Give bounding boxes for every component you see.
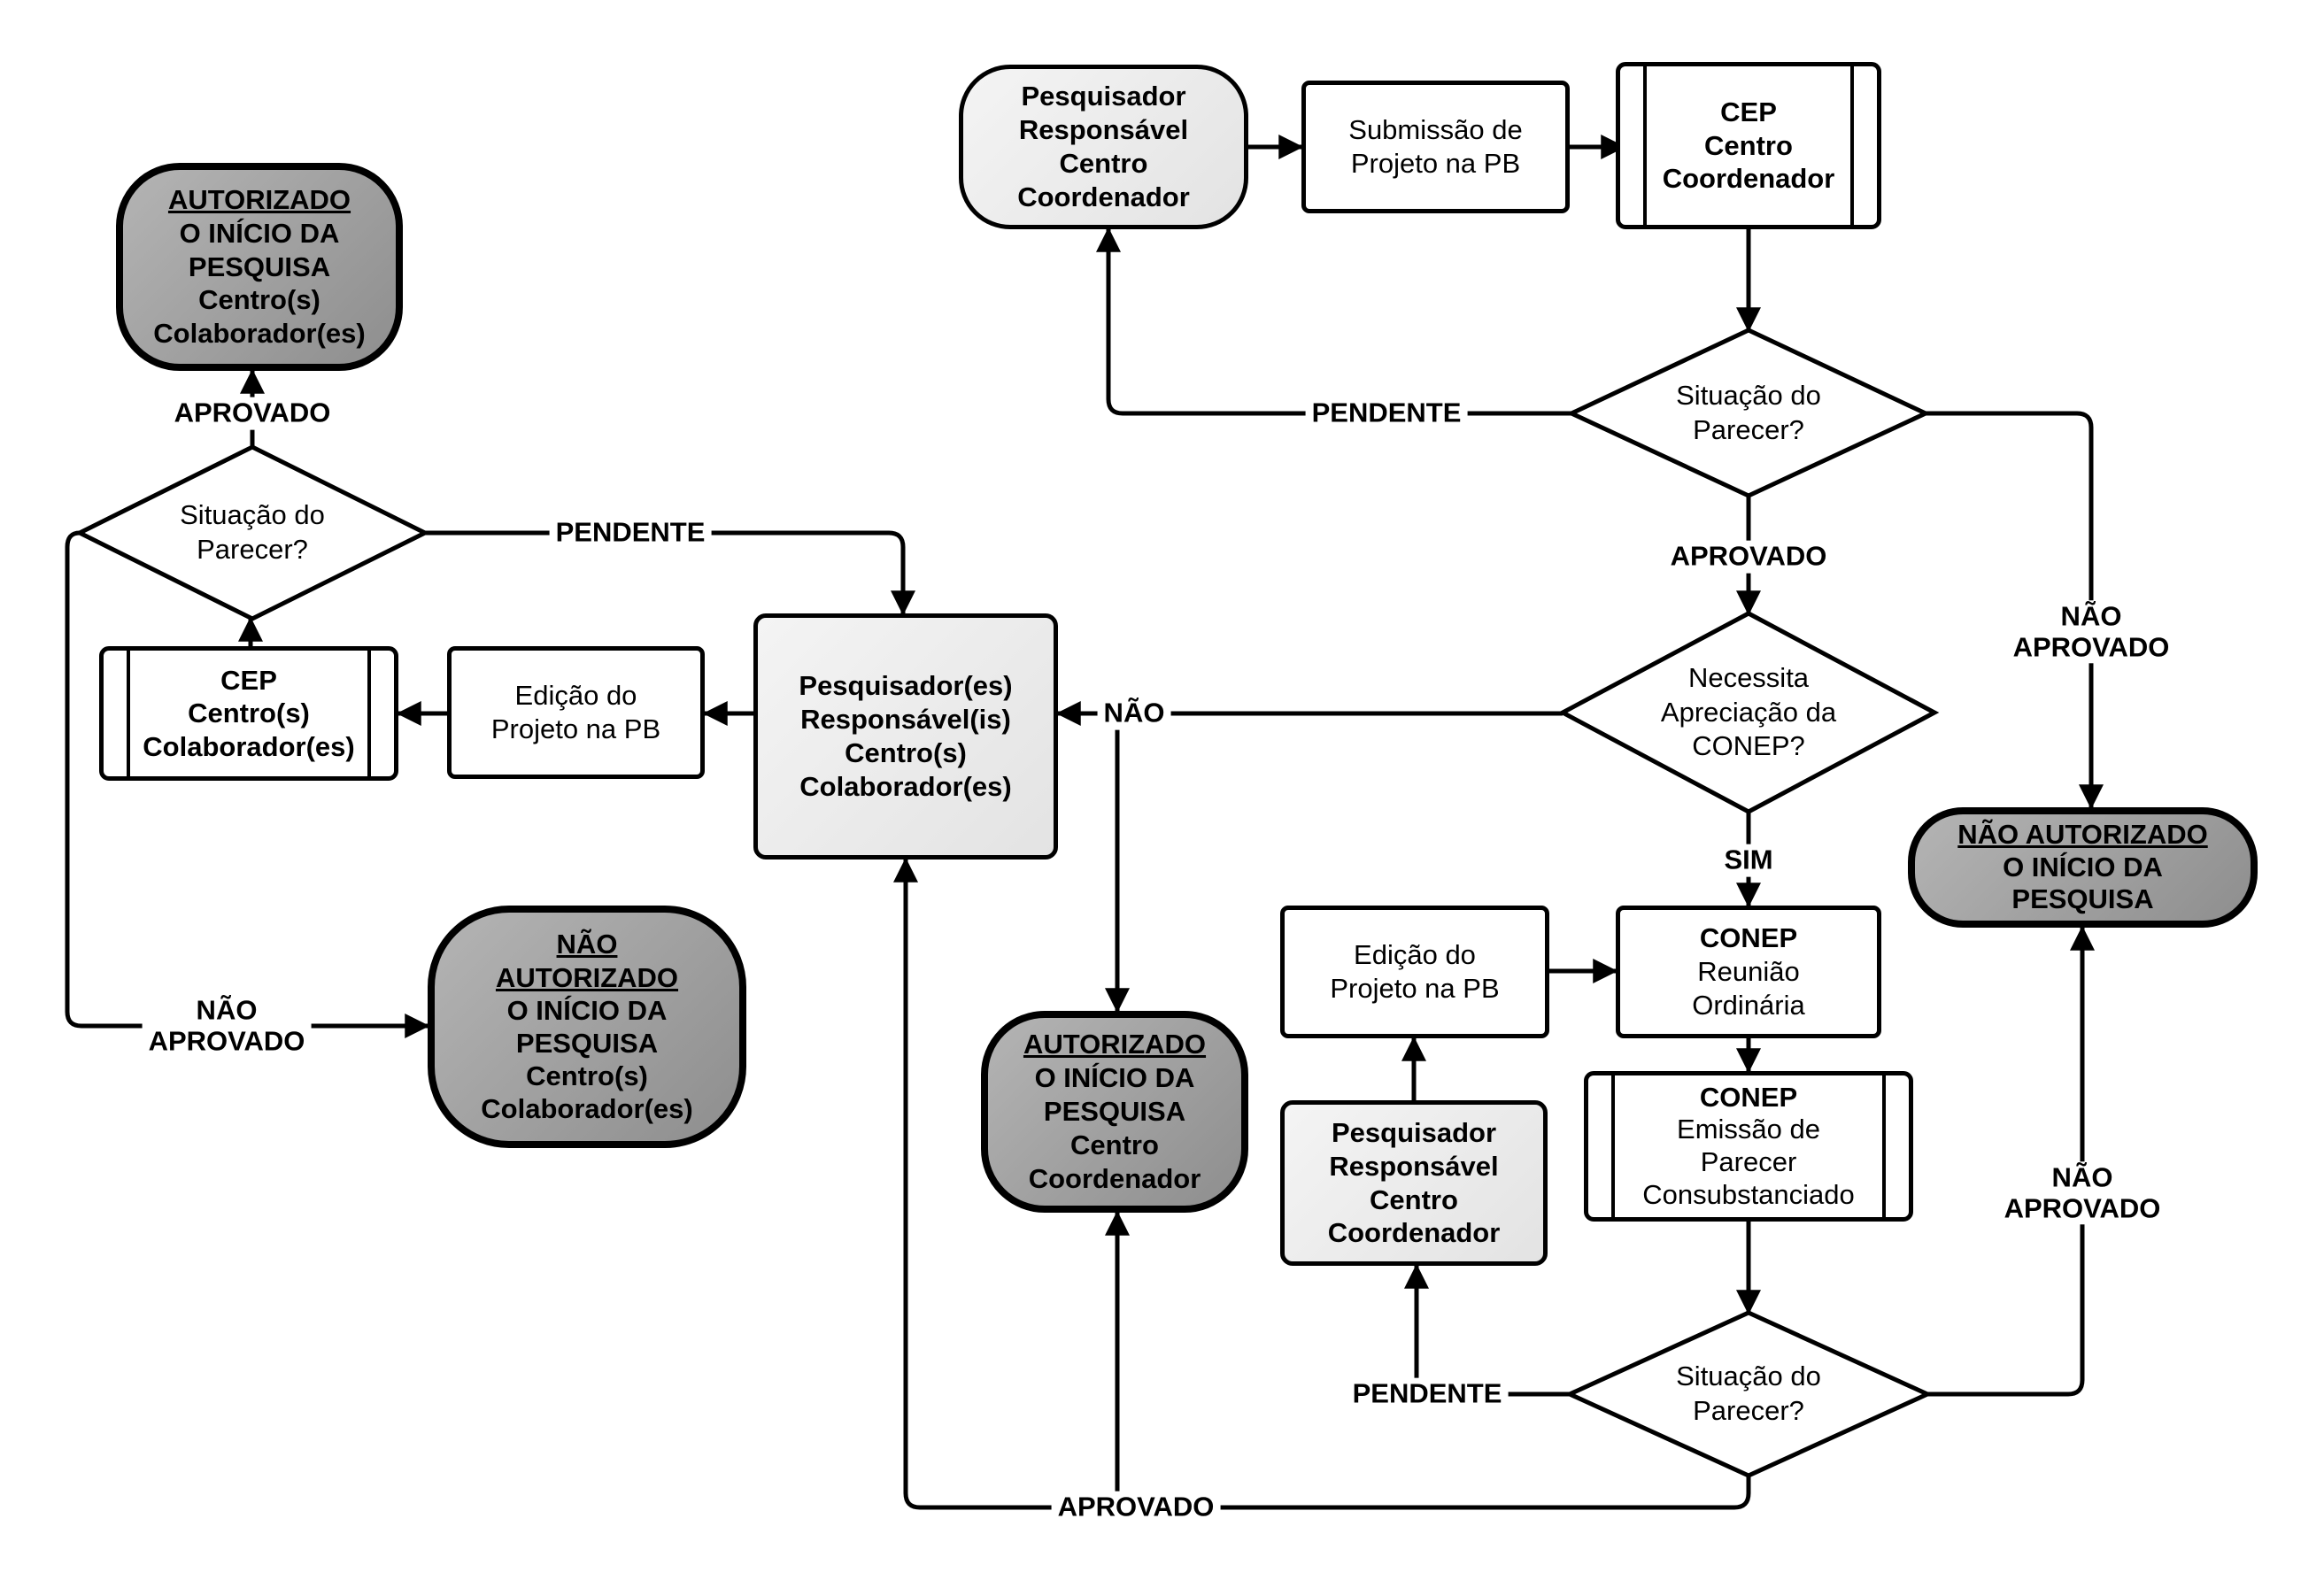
label-sim: SIM xyxy=(1718,844,1779,877)
node-edit-project-pb-right: Edição do Projeto na PB xyxy=(1280,906,1549,1038)
node-cep-coordinating-center: CEP Centro Coordenador xyxy=(1616,62,1881,229)
node-decision-top-text: Situação do Parecer? xyxy=(1676,380,1821,445)
subprocess-bar-icon xyxy=(1850,66,1854,225)
subprocess-bar-icon xyxy=(1643,66,1647,225)
node-conep-substantiated-opinion: CONEP Emissão de Parecer Consubstanciado xyxy=(1584,1071,1913,1222)
node-not-authorized-research-right: NÃO AUTORIZADO O INÍCIO DA PESQUISA xyxy=(1908,807,2258,928)
label-aprovado-top: APROVADO xyxy=(1664,541,1834,574)
subprocess-bar-icon xyxy=(367,651,371,776)
node-cep-collaborating-centers: CEP Centro(s) Colaborador(es) xyxy=(99,646,398,781)
label-pendente-bottom: PENDENTE xyxy=(1347,1378,1509,1411)
node-researcher-coordinating-center-bottom: Pesquisador Responsável Centro Coordenador xyxy=(1280,1100,1548,1266)
label-aprovado-bottom: APROVADO xyxy=(1052,1492,1221,1524)
node-conep-ordinary-meeting: CONEP Reunião Ordinária xyxy=(1616,906,1881,1038)
subprocess-bar-icon xyxy=(127,651,130,776)
node-central-researchers-collaborating: Pesquisador(es) Responsável(is) Centro(s) Colaborador(es) xyxy=(753,613,1058,860)
label-pendente-top: PENDENTE xyxy=(1306,397,1468,430)
label-pendente-left: PENDENTE xyxy=(550,517,712,550)
node-not-authorized-collaborating-centers: NÃO AUTORIZADO O INÍCIO DA PESQUISA Centro(s) Colaborador(es) xyxy=(428,906,746,1148)
subprocess-bar-icon xyxy=(1882,1075,1886,1217)
subprocess-bar-icon xyxy=(1611,1075,1615,1217)
label-aprovado-left: APROVADO xyxy=(168,397,337,430)
label-nao-aprovado-left: NÃO APROVADO xyxy=(143,994,312,1057)
label-nao: NÃO xyxy=(1098,698,1171,730)
node-decision-left-text: Situação do Parecer? xyxy=(180,499,325,565)
node-authorized-coordinating-center: AUTORIZADO O INÍCIO DA PESQUISA Centro Coordenador xyxy=(981,1011,1248,1213)
node-authorized-collaborating-centers: AUTORIZADO O INÍCIO DA PESQUISA Centro(s) Colaborador(es) xyxy=(116,163,403,371)
node-edit-project-pb-left: Edição do Projeto na PB xyxy=(447,646,705,779)
node-decision-bottom-text: Situação do Parecer? xyxy=(1676,1361,1821,1426)
node-researcher-coordinating-center-top: Pesquisador Responsável Centro Coordenador xyxy=(959,65,1248,229)
node-submit-project-pb: Submissão de Projeto na PB xyxy=(1301,81,1570,213)
edge-pendente-bottom xyxy=(1417,1266,1570,1394)
label-nao-aprovado-right-bottom: NÃO APROVADO xyxy=(1998,1161,2167,1224)
label-nao-aprovado-right-top: NÃO APROVADO xyxy=(2007,600,2176,663)
edge-pendente-top xyxy=(1108,229,1571,413)
node-decision-conep-text: Necessita Apreciação da CONEP? xyxy=(1660,661,1837,762)
